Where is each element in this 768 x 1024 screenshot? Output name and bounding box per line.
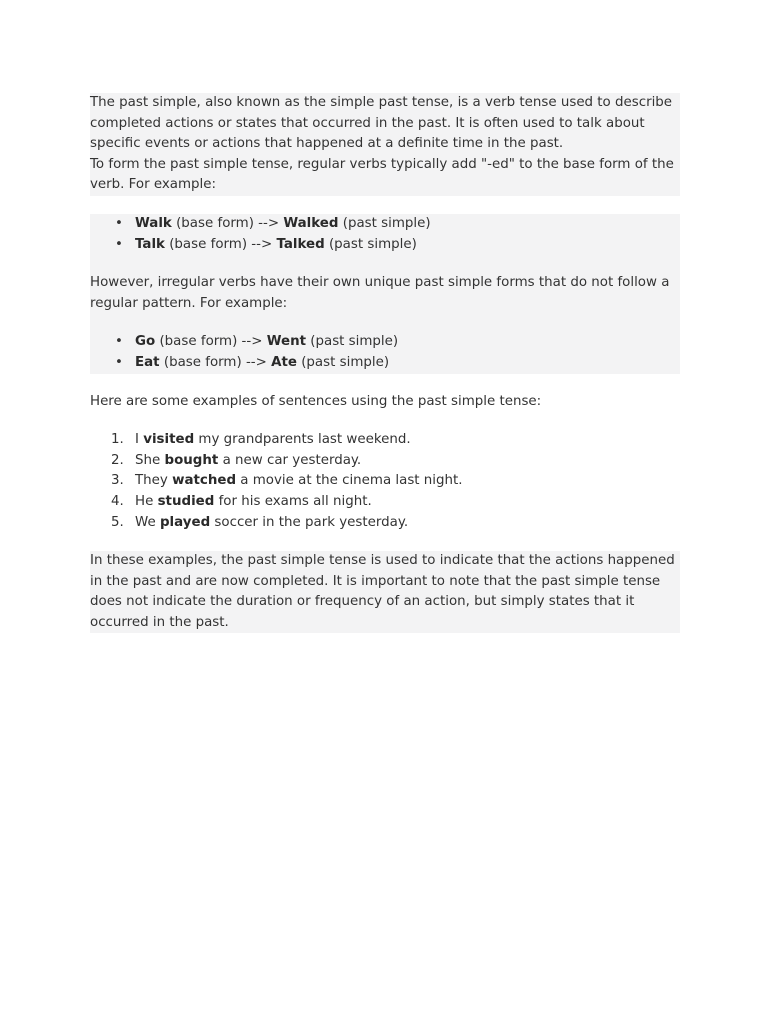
past-verb: Went (266, 334, 307, 350)
spacer (90, 412, 680, 430)
sentence-start: She (135, 452, 165, 468)
sentence-start: We (135, 514, 160, 530)
past-verb: bought (164, 452, 219, 468)
bullet-icon: • (115, 354, 123, 370)
past-verb: Talked (276, 236, 325, 252)
past-form-note: (past simple) (324, 236, 417, 252)
list-item (90, 492, 680, 513)
past-verb: Walked (283, 215, 339, 231)
example-sentences-list (90, 430, 680, 533)
list-number: 1. (111, 432, 124, 448)
list-item (90, 332, 680, 353)
sentence-end: for his exams all night. (214, 493, 372, 509)
list-item (90, 353, 680, 374)
list-item (90, 451, 680, 472)
spacer (90, 255, 680, 273)
irregular-intro-block (90, 273, 680, 314)
bullet-icon: • (115, 236, 123, 252)
intro-paragraph-regular-verbs: To form the past simple tense, regular verbs typically add "-ed" to the base form of the verb. For example: (90, 156, 674, 193)
base-form-note: (base form) --> (171, 215, 284, 231)
past-verb: studied (157, 493, 215, 509)
list-item (90, 235, 680, 256)
past-form-note: (past simple) (306, 334, 399, 350)
spacer (90, 374, 680, 392)
sentence-end: a movie at the cinema last night. (236, 473, 463, 489)
intro-block (90, 93, 680, 196)
sentences-intro-paragraph: Here are some examples of sentences using the past simple tense: (90, 393, 542, 409)
past-form-note: (past simple) (338, 215, 431, 231)
list-number: 3. (111, 473, 124, 489)
sentence-start: I (135, 432, 144, 448)
past-verb: Ate (271, 354, 297, 370)
base-form-note: (base form) --> (159, 354, 272, 370)
base-verb: Walk (135, 215, 172, 231)
base-form-note: (base form) --> (164, 236, 277, 252)
list-number: 5. (111, 514, 124, 530)
list-item (90, 513, 680, 534)
base-verb: Go (135, 334, 156, 350)
regular-verbs-list (90, 214, 680, 255)
sentence-start: They (135, 473, 173, 489)
past-form-note: (past simple) (296, 354, 390, 370)
list-item (90, 214, 680, 235)
sentence-end: soccer in the park yesterday. (210, 514, 409, 530)
irregular-intro-paragraph: However, irregular verbs have their own unique past simple forms that do not follow a regular pattern. For example: (90, 275, 670, 311)
sentences-intro-block (90, 392, 680, 413)
spacer (90, 533, 680, 551)
sentence-end: my grandparents last weekend. (194, 432, 411, 448)
bullet-icon: • (115, 215, 123, 231)
irregular-verbs-list (90, 332, 680, 373)
list-number: 4. (111, 493, 124, 509)
sentence-start: He (135, 493, 158, 509)
list-item (90, 430, 680, 451)
past-verb: visited (143, 432, 195, 448)
base-form-note: (base form) --> (155, 334, 267, 350)
spacer (90, 314, 680, 332)
conclusion-block (90, 551, 680, 633)
intro-paragraph: The past simple, also known as the simple past tense, is a verb tense used to describe completed actions or states that occurred in the past. It is often used to talk about specific events or actions that happened at a definite time in the past. (90, 95, 673, 152)
list-item (90, 471, 680, 492)
past-verb: watched (172, 473, 237, 489)
sentence-end: a new car yesterday. (218, 452, 362, 468)
document-body (90, 93, 680, 633)
base-verb: Talk (135, 236, 165, 252)
list-number: 2. (111, 452, 124, 468)
spacer (90, 196, 680, 214)
conclusion-paragraph: In these examples, the past simple tense is used to indicate that the actions happened in the past and are now completed. It is important to note that the past simple tense does not indicate the duration or frequency of an action, but simply states that it occurred in the past. (90, 553, 675, 630)
base-verb: Eat (135, 354, 160, 370)
bullet-icon: • (115, 334, 123, 350)
past-verb: played (159, 514, 211, 530)
